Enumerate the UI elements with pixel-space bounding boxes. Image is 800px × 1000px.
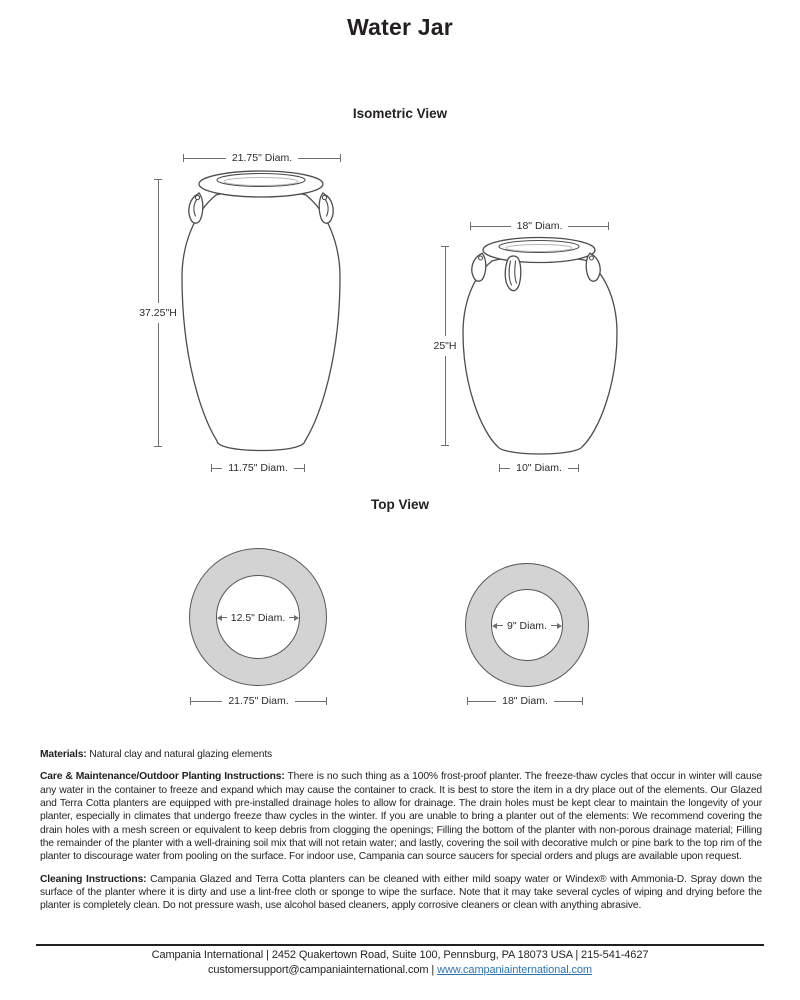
- details-section: [40, 748, 762, 922]
- dim-arrow-right: [294, 615, 299, 621]
- care-paragraph: [40, 770, 762, 863]
- dim-arrow-right: [557, 623, 562, 629]
- isometric-view-heading: Isometric View: [352, 106, 448, 121]
- dim-line: [500, 468, 510, 469]
- dim-line: [445, 356, 446, 445]
- dim-line: [471, 226, 511, 227]
- cleaning-text: Campania Glazed and Terra Cotta planters can be cleaned with either mild soapy water or Windex® with Ammonia-D. Spray down the surface of the planter where it is dirty and use a lint-free cloth or sponge to wipe the surface. Note that it may take several cycles of wiping and drying before the planter is completely clean. Do not pressure wash, use alcohol based cleaners, apply corrosive cleaners or clean with anything abrasive.: [40, 873, 762, 912]
- footer-address-line: Campania International | 2452 Quakertown Road, Suite 100, Pennsburg, PA 18073 USA | 215-541-4627: [151, 949, 649, 961]
- small-ring-outer-diameter-label: 18" Diam.: [502, 695, 548, 707]
- dim-line: [184, 158, 226, 159]
- materials-paragraph: [40, 748, 762, 761]
- dim-line: [445, 247, 446, 336]
- dim-line: [554, 701, 582, 702]
- dim-line: [158, 180, 159, 303]
- dim-line: [158, 323, 159, 446]
- small-jar-height-dim: [400, 246, 490, 446]
- dim-tick: [154, 446, 162, 447]
- small-jar-bottom-diameter-dim: [499, 461, 579, 475]
- large-jar-height-dim: [113, 179, 203, 447]
- materials-text: Natural clay and natural glazing elements: [86, 749, 273, 760]
- footer-website-link[interactable]: www.campaniainternational.com: [437, 963, 592, 976]
- large-ring-outer-diameter-label: 21.75" Diam.: [228, 695, 289, 707]
- large-jar-bottom-diameter-dim: [211, 461, 305, 475]
- dim-tick: [582, 697, 583, 705]
- dim-tick: [608, 222, 609, 230]
- dim-line: [298, 158, 340, 159]
- cleaning-label: Cleaning Instructions:: [40, 873, 147, 885]
- dim-line: [295, 701, 326, 702]
- dim-line: [294, 468, 304, 469]
- small-jar-top-diameter-dim: [470, 219, 609, 233]
- large-ring-inner-diameter-dim: [217, 611, 299, 624]
- page-title: Water Jar: [347, 14, 453, 40]
- care-label: Care & Maintenance/Outdoor Planting Instructions:: [40, 771, 285, 783]
- small-ring-inner-diameter-dim: [492, 619, 562, 632]
- large-ring-inner-diameter-label: 12.5" Diam.: [230, 611, 286, 624]
- footer-email: customersupport@campaniainternational.com: [208, 963, 429, 976]
- care-text: There is no such thing as a 100% frost-proof planter. The freeze-thaw cycles that occur in winter will cause any water in the container to freeze and expand which may cause the container to crack. It is best to store the item in a dry place out of the elements. Our Glazed and Terra Cotta planters are equipped with pre-installed drainage holes to allow for drainage. The drain holes must be kept clear to maintain the longevity of your planter, especially in climates that undergo freeze thaw cycles in the winter. If you are unable to bring a planter out of the elements: We recommend covering the drain holes with a mesh screen or equivalent to keep debris from clogging the openings; Filling the bottom of the planter with non-porous drainage material; Filling the remainder of the planter with a well-draining soil mix that will not retain water; and lastly, covering the soil with decorative mulch or pine bark to the top rim of the planter to discourage water from pooling on the surface. For indoor use, Campania can source saucers for special orders and plugs are available upon request.: [40, 771, 762, 863]
- large-jar-top-diameter-label: 21.75" Diam.: [231, 152, 293, 164]
- dim-line: [191, 701, 222, 702]
- large-jar-bottom-diameter-label: 11.75" Diam.: [228, 462, 288, 474]
- small-ring-inner-diameter-label: 9" Diam.: [507, 619, 547, 632]
- dim-line: [468, 701, 496, 702]
- top-view-heading: Top View: [370, 497, 429, 512]
- footer-divider: [36, 944, 764, 946]
- footer: [0, 948, 800, 977]
- dim-line: [212, 468, 222, 469]
- large-jar-height-label: 37.25"H: [139, 307, 177, 319]
- cleaning-paragraph: [40, 873, 762, 913]
- large-ring-outer-diameter-dim: [190, 694, 327, 708]
- footer-contact-line: [0, 963, 800, 978]
- dim-tick: [578, 464, 579, 472]
- small-jar-bottom-diameter-label: 10" Diam.: [516, 462, 562, 474]
- dim-tick: [340, 154, 341, 162]
- dim-tick: [441, 445, 449, 446]
- dim-line: [568, 468, 578, 469]
- large-jar-top-diameter-dim: [183, 151, 341, 165]
- dim-line: [568, 226, 608, 227]
- small-ring-outer-diameter-dim: [467, 694, 583, 708]
- materials-label: Materials:: [40, 749, 87, 760]
- small-jar-top-diameter-label: 18" Diam.: [516, 220, 563, 232]
- small-jar-height-label: 25"H: [433, 340, 457, 352]
- dim-tick: [326, 697, 327, 705]
- small-jar-center-handle: [505, 256, 521, 291]
- footer-separator: |: [428, 963, 438, 976]
- dim-tick: [304, 464, 305, 472]
